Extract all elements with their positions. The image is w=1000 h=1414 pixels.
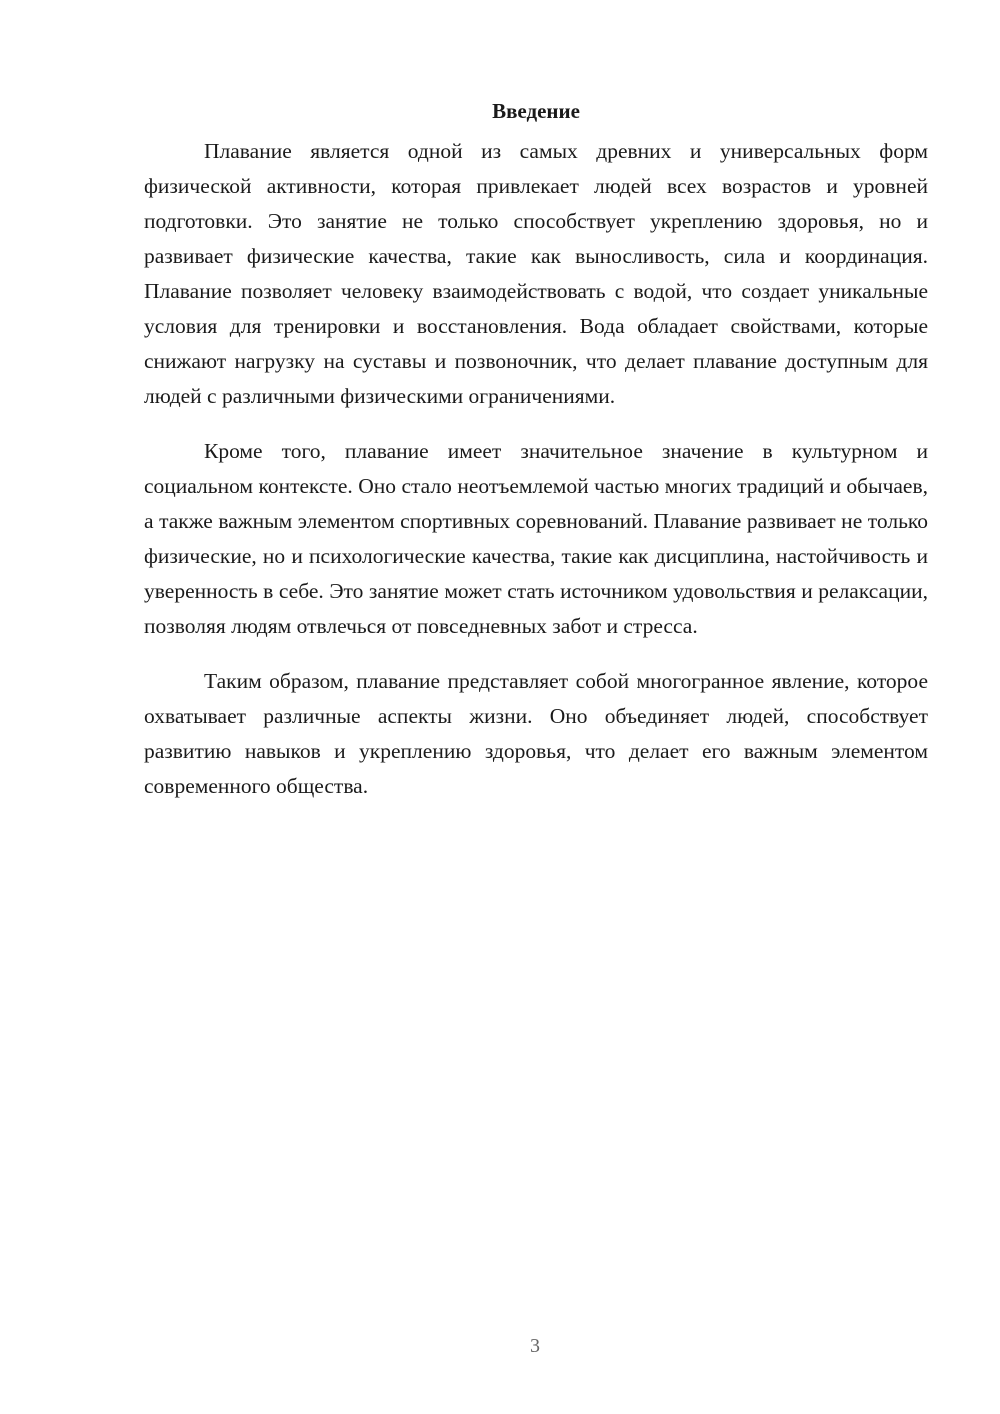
paragraph-2: Кроме того, плавание имеет значительное значение в культурном и социальном контексте. Оно стало неотъемлемой частью многих традиций и обычаев, а также важным элементом спортивных соревнований. Плавание развивает не только физические, но и психологические качества, такие как дисциплина, настойчивость и уверенность в себе. Это занятие может стать источником удовольствия и релаксации, позволяя людям отвлечься от повседневных забот и стресса. xyxy=(144,439,928,638)
page-content xyxy=(144,96,928,824)
page-number: 3 xyxy=(530,1335,540,1357)
paragraph-3: Таким образом, плавание представляет собой многогранное явление, которое охватывает различные аспекты жизни. Оно объединяет людей, способствует развитию навыков и укреплению здоровья, что делает его важным элементом современного общества. xyxy=(144,669,928,798)
paragraph-1: Плавание является одной из самых древних и универсальных форм физической активности, которая привлекает людей всех возрастов и уровней подготовки. Это занятие не только способствует укреплению здоровья, но и развивает физические качества, такие как выносливость, сила и координация. Плавание позволяет человеку взаимодействовать с водой, что создает уникальные условия для тренировки и восстановления. Вода обладает свойствами, которые снижают нагрузку на суставы и позвоночник, что делает плавание доступным для людей с различными физическими ограничениями. xyxy=(144,139,928,408)
section-heading: Введение xyxy=(492,99,580,123)
